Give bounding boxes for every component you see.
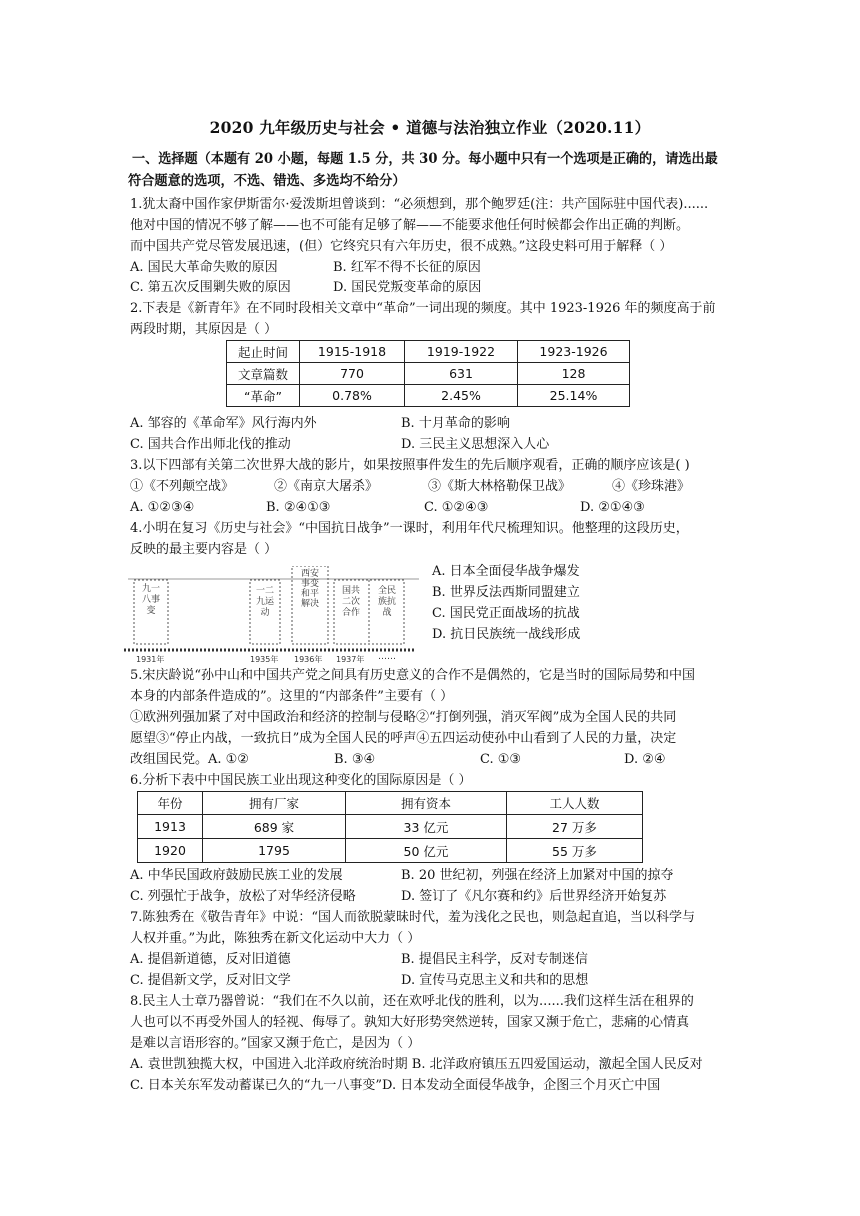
q8-line: 8.民主人士章乃器曾说：“我们在不久以前，还在欢呼北伐的胜利，以为......我们这样生活在租界的 bbox=[130, 994, 694, 1009]
q3-option-b: B. ②④①③ bbox=[266, 500, 331, 515]
table-row bbox=[138, 839, 643, 863]
table-cell: 拥有资本 bbox=[346, 792, 507, 815]
q1-line: 而中国共产党尽管发展迅速，(但）它终究只有六年历史，很不成熟。”这段史料可用于解释（ ） bbox=[130, 239, 673, 254]
table-cell: 2.45% bbox=[405, 385, 518, 407]
q2-option-c: C. 国共合作出师北伐的推动 bbox=[130, 437, 291, 452]
q3-line: 3.以下四部有关第二次世界大战的影片，如果按照事件发生的先后顺序观看，正确的顺序应该是( ) bbox=[130, 458, 690, 473]
q4-timeline bbox=[124, 566, 424, 666]
q2-line: 2.下表是《新青年》在不同时段相关文章中“革命”一词出现的频度。其中 1923-1926 年的频度高于前 bbox=[130, 301, 716, 316]
q1-option-b: B. 红军不得不长征的原因 bbox=[333, 260, 481, 275]
q2-option-a: A. 邹容的《革命军》风行海内外 bbox=[130, 416, 317, 431]
table-cell: 1919-1922 bbox=[405, 341, 518, 363]
q6-option-a: A. 中华民国政府鼓励民族工业的发展 bbox=[130, 868, 343, 883]
table-row bbox=[138, 792, 643, 815]
table-cell: 689 家 bbox=[203, 815, 346, 839]
q2-option-b: B. 十月革命的影响 bbox=[401, 416, 510, 431]
q7-line: 7.陈独秀在《敬告青年》中说：“国人而欲脱蒙昧时代，羞为浅化之民也，则急起直追，当以科学与 bbox=[130, 910, 696, 925]
q8-options-line: C. 日本关东军发动蓄谋已久的“九一八事变”D. 日本发动全面侵华战争，企图三个月灭亡中国 bbox=[130, 1078, 661, 1093]
table-cell: 起止时间 bbox=[227, 341, 300, 363]
table-cell: 1915-1918 bbox=[300, 341, 405, 363]
table-cell: 1795 bbox=[203, 839, 346, 863]
table-cell: 1923-1926 bbox=[518, 341, 630, 363]
page-title: 2020 九年级历史与社会 • 道德与法治独立作业（2020.11） bbox=[209, 118, 651, 137]
timeline-year: 1935年 bbox=[250, 655, 279, 664]
q4-option-a: A. 日本全面侵华战争爆发 bbox=[432, 564, 580, 579]
timeline-event-label: 全民族抗战 bbox=[377, 586, 396, 618]
q5-line: 本身的内部条件造成的”。这里的“内部条件”主要有（ ） bbox=[130, 689, 454, 704]
q4-option-b: B. 世界反法西斯同盟建立 bbox=[432, 585, 580, 600]
table-cell: 50 亿元 bbox=[346, 839, 507, 863]
q7-line: 人权并重。”为此，陈独秀在新文化运动中大力（ ） bbox=[130, 931, 421, 946]
q7-option-d: D. 宣传马克思主义和共和的思想 bbox=[401, 973, 589, 988]
table-row bbox=[227, 363, 630, 385]
timeline-year: 1937年 bbox=[336, 655, 365, 664]
table-cell: 1913 bbox=[138, 815, 203, 839]
q6-industry-table bbox=[137, 791, 643, 863]
q1-option-c: C. 第五次反围剿失败的原因 bbox=[130, 280, 291, 295]
q3-option-c: C. ①②④③ bbox=[424, 500, 489, 515]
q5-option-a: 改组国民党。A. ①② bbox=[130, 752, 249, 767]
q6-option-c: C. 列强忙于战争，放松了对华经济侵略 bbox=[130, 889, 356, 904]
q7-option-b: B. 提倡民主科学，反对专制迷信 bbox=[401, 952, 588, 967]
table-row bbox=[227, 341, 630, 363]
q4-line: 4.小明在复习《历史与社会》“中国抗日战争”一课时，利用年代尺梳理知识。他整理的这段历史， bbox=[130, 521, 689, 536]
table-cell: 25.14% bbox=[518, 385, 630, 407]
table-cell: 55 万多 bbox=[507, 839, 643, 863]
table-cell: 27 万多 bbox=[507, 815, 643, 839]
section-heading-line2: 符合题意的选项，不选、错选、多选均不给分） bbox=[128, 173, 406, 189]
q2-option-d: D. 三民主义思想深入人心 bbox=[401, 437, 550, 452]
table-cell: 128 bbox=[518, 363, 630, 385]
q1-line: 1.犹太裔中国作家伊斯雷尔·爱泼斯坦曾谈到：“必须想到，那个鲍罗廷(注：共产国际驻中国代表)...... bbox=[130, 197, 709, 212]
table-cell: “革命” bbox=[227, 385, 300, 407]
q7-option-a: A. 提倡新道德，反对旧道德 bbox=[130, 952, 291, 967]
table-cell: 1920 bbox=[138, 839, 203, 863]
q3-film: ④《珍珠港》 bbox=[612, 479, 691, 494]
section-heading-line1: 一、选择题（本题有 20 小题，每题 1.5 分，共 30 分。每小题中只有一个选项是正确的，请选出最 bbox=[132, 151, 718, 167]
q7-option-c: C. 提倡新文学，反对旧文学 bbox=[130, 973, 291, 988]
q5-option-c: C. ①③ bbox=[480, 752, 522, 767]
timeline-event-label: 一二九运动 bbox=[255, 586, 274, 618]
table-cell: 文章篇数 bbox=[227, 363, 300, 385]
q3-option-d: D. ②①④③ bbox=[580, 500, 645, 515]
timeline-event-label: 国共二次合作 bbox=[341, 586, 360, 618]
q1-option-d: D. 国民党叛变革命的原因 bbox=[333, 280, 482, 295]
table-cell: 拥有厂家 bbox=[203, 792, 346, 815]
table-cell: 0.78% bbox=[300, 385, 405, 407]
table-cell: 33 亿元 bbox=[346, 815, 507, 839]
timeline-event-label: 西安事变和平解决 bbox=[300, 569, 319, 609]
table-cell: 工人人数 bbox=[507, 792, 643, 815]
q6-line: 6.分析下表中中国民族工业出现这种变化的国际原因是（ ） bbox=[130, 773, 472, 788]
q4-option-c: C. 国民党正面战场的抗战 bbox=[432, 606, 580, 621]
q4-option-d: D. 抗日民族统一战线形成 bbox=[432, 627, 581, 642]
q1-line: 他对中国的情况不够了解——也不可能有足够了解——不能要求他任何时候都会作出正确的判断。 bbox=[130, 218, 690, 233]
q6-option-b: B. 20 世纪初，列强在经济上加紧对中国的掠夺 bbox=[401, 868, 674, 883]
q3-film: ②《南京大屠杀》 bbox=[274, 479, 379, 494]
q2-frequency-table bbox=[226, 340, 630, 407]
q8-line: 人也可以不再受外国人的轻视、侮辱了。孰知大好形势突然逆转，国家又濒于危亡，悲痛的心情真 bbox=[130, 1015, 690, 1030]
q5-option-d: D. ②④ bbox=[624, 752, 666, 767]
timeline-year: …… bbox=[378, 652, 396, 662]
timeline-year: 1931年 bbox=[136, 655, 165, 664]
q5-line: 5.宋庆龄说“孙中山和中国共产党之间具有历史意义的合作不是偶然的，它是当时的国际局势和中国 bbox=[130, 668, 696, 683]
table-cell: 770 bbox=[300, 363, 405, 385]
timeline-event-label: 九一八事变 bbox=[141, 584, 160, 616]
q5-line: ①欧洲列强加紧了对中国政治和经济的控制与侵略②“打倒列强，消灭军阀”成为全国人民的共同 bbox=[130, 710, 677, 725]
table-cell: 年份 bbox=[138, 792, 203, 815]
q5-line: 愿望③“停止内战，一致抗日”成为全国人民的呼声④五四运动使孙中山看到了人民的力量，决定 bbox=[130, 731, 677, 746]
table-cell: 631 bbox=[405, 363, 518, 385]
q5-option-b: B. ③④ bbox=[334, 752, 376, 767]
q1-option-a: A. 国民大革命失败的原因 bbox=[130, 260, 278, 275]
table-row bbox=[138, 815, 643, 839]
q6-option-d: D. 签订了《凡尔赛和约》后世界经济开始复苏 bbox=[401, 889, 667, 904]
q4-line: 反映的最主要内容是（ ） bbox=[130, 542, 278, 557]
q3-film: ①《不列颠空战》 bbox=[130, 479, 235, 494]
q8-options-line: A. 袁世凯独揽大权，中国进入北洋政府统治时期 B. 北洋政府镇压五四爱国运动，激起全国人民反对 bbox=[130, 1057, 703, 1072]
q3-option-a: A. ①②③④ bbox=[130, 500, 195, 515]
q3-film: ③《斯大林格勒保卫战》 bbox=[428, 479, 572, 494]
table-row bbox=[227, 385, 630, 407]
q2-line: 两段时期，其原因是（ ） bbox=[130, 322, 278, 337]
q8-line: 是难以言语形容的。”国家又濒于危亡，是因为（ ） bbox=[130, 1036, 421, 1051]
timeline-year: 1936年 bbox=[294, 655, 323, 664]
